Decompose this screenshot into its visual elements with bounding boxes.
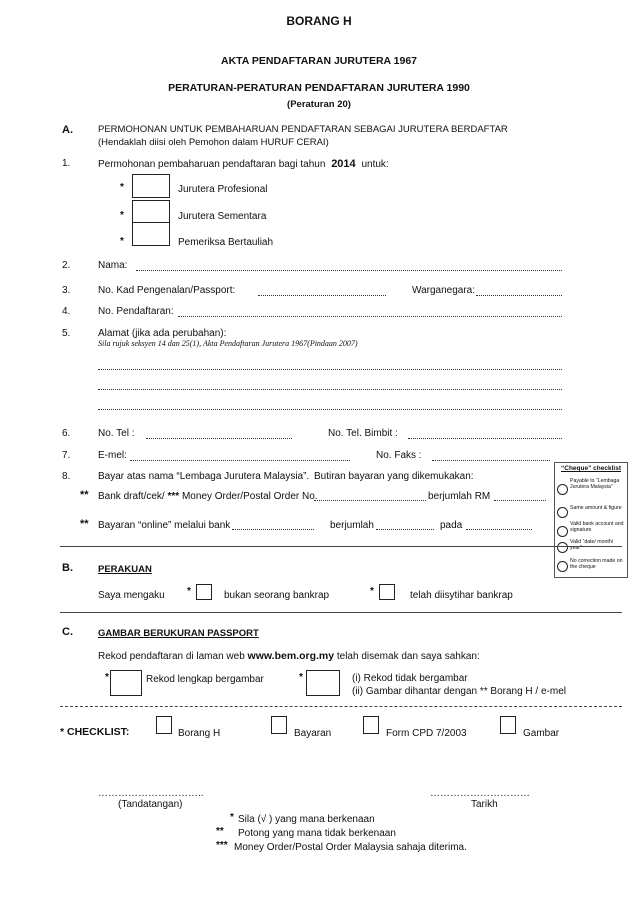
checklist-bayaran-label: Bayaran [294, 728, 332, 739]
option-star: * [105, 672, 109, 683]
fax-label: No. Faks : [376, 450, 422, 461]
ic-passport-field[interactable] [258, 295, 386, 296]
double-star: ** [80, 489, 89, 501]
checklist-form-cpd-box[interactable] [363, 716, 379, 734]
cheque-check-text: No correction made on the cheque [570, 558, 623, 571]
checklist-label: * CHECKLIST: [60, 726, 130, 738]
not-bankrupt-label: bukan seorang bankrap [224, 590, 330, 601]
payment-details-label: Butiran bayaran yang dikemukakan: [314, 471, 474, 482]
online-date-label: pada [440, 520, 463, 531]
cheque-check-text: Payable to “Lembaga Jurutera Malaysia” [570, 478, 620, 491]
website-text-before: Rekod pendaftaran di laman web [98, 651, 245, 662]
checkbox-not-bankrupt[interactable] [196, 584, 212, 600]
item-1-text-before: Permohonan pembaharuan pendaftaran bagi tahun [98, 159, 326, 170]
item-7-number: 7. [62, 450, 71, 461]
checklist-borang-h-box[interactable] [156, 716, 172, 734]
address-note: Sila rujuk seksyen 14 dan 25(1), Akta Pendaftaran Jurutera 1967(Pindaan 2007) [98, 339, 358, 348]
option-jurutera-sementara: Jurutera Sementara [178, 211, 267, 222]
declaration-text: Saya mengaku [98, 590, 165, 601]
online-amount-label: berjumlah [330, 520, 374, 531]
option-star: * [370, 586, 374, 597]
item-3-number: 3. [62, 285, 71, 296]
footnote-2: Potong yang mana tidak berkenaan [238, 828, 396, 839]
amount-rm-field[interactable] [494, 500, 546, 501]
checklist-borang-h-label: Borang H [178, 728, 221, 739]
bank-draft-text: Bank draft/cek/ [98, 491, 165, 502]
bankrupt-label: telah diisytihar bankrap [410, 590, 513, 601]
fax-field[interactable] [432, 460, 550, 461]
checkbox-record-with-photo[interactable] [110, 670, 142, 696]
cheque-check-item[interactable] [557, 558, 627, 580]
signature-line[interactable]: ………………………….. [98, 788, 204, 799]
option-star: * [299, 672, 303, 683]
checkbox-record-without-photo[interactable] [306, 670, 340, 696]
section-b-letter: B. [62, 562, 73, 574]
option-pemeriksa-bertauliah: Pemeriksa Bertauliah [178, 237, 274, 248]
website-link[interactable]: www.bem.org.my [247, 650, 335, 662]
address-line-2[interactable] [98, 389, 562, 390]
online-amount-field[interactable] [376, 529, 434, 530]
footnote-mark: * [230, 812, 234, 823]
mobile-field[interactable] [408, 438, 562, 439]
regulation-title: PERATURAN-PERATURAN PENDAFTARAN JURUTERA 1990 [168, 82, 470, 94]
item-1-text-after: untuk: [361, 159, 389, 170]
form-title: BORANG H [286, 14, 352, 28]
name-label: Nama: [98, 260, 128, 271]
footnote-1: Sila (√ ) yang mana berkenaan [238, 814, 375, 825]
money-order-text: Money Order/Postal Order No. [181, 491, 318, 502]
nationality-label: Warganegara: [412, 285, 475, 296]
address-label: Alamat (jika ada perubahan): [98, 328, 227, 339]
address-line-3[interactable] [98, 409, 562, 410]
email-field[interactable] [130, 460, 350, 461]
signature-label: (Tandatangan) [118, 799, 183, 810]
section-c-letter: C. [62, 626, 73, 638]
item-5-number: 5. [62, 328, 71, 339]
checkbox-jurutera-sementara[interactable] [132, 200, 170, 224]
record-without-photo-label: (i) Rekod tidak bergambar [352, 673, 468, 684]
option-star: * [120, 182, 124, 193]
address-line-1[interactable] [98, 369, 562, 370]
cheque-check-text: Same amount & figure [570, 505, 622, 511]
online-bank-field[interactable] [232, 529, 314, 530]
cheque-check-item[interactable] [557, 478, 627, 504]
option-star: * [120, 236, 124, 247]
date-line[interactable]: ………………………… [430, 788, 530, 799]
tel-label: No. Tel : [98, 428, 135, 439]
cheque-check-text: Valid “date/ month/ year” [570, 539, 614, 552]
cheque-checklist-title: “Cheque” checklist [561, 465, 621, 472]
ic-passport-label: No. Kad Pengenalan/Passport: [98, 285, 236, 296]
option-jurutera-profesional: Jurutera Profesional [178, 184, 268, 195]
option-star: * [187, 586, 191, 597]
check-circle-icon[interactable] [557, 542, 568, 553]
item-2-number: 2. [62, 260, 71, 271]
divider [60, 612, 622, 613]
act-title: AKTA PENDAFTARAN JURUTERA 1967 [220, 55, 418, 67]
item-1-text [98, 158, 389, 170]
money-order-no-field[interactable] [314, 500, 426, 501]
footnote-mark: ** [216, 826, 224, 837]
registration-no-label: No. Pendaftaran: [98, 306, 174, 317]
footnote-3: Money Order/Postal Order Malaysia sahaja diterima. [234, 842, 467, 853]
section-a-note: (Hendaklah diisi oleh Pemohon dalam HURUF CERAI) [98, 137, 329, 148]
cheque-check-text: Valid bank account and signature [570, 521, 624, 534]
section-c-title: GAMBAR BERUKURAN PASSPORT [98, 628, 259, 639]
online-date-field[interactable] [466, 529, 532, 530]
divider [60, 546, 622, 547]
section-b-title: PERAKUAN [98, 564, 152, 575]
option-star: * [120, 210, 124, 221]
checkbox-pemeriksa-bertauliah[interactable] [132, 222, 170, 246]
footnote-mark: *** [216, 840, 228, 851]
photo-sent-label: (ii) Gambar dihantar dengan ** Borang H / e-mel [352, 686, 566, 697]
record-with-photo-label: Rekod lengkap bergambar [146, 674, 264, 685]
check-circle-icon[interactable] [557, 526, 568, 537]
online-payment-label: Bayaran “online” melalui bank [98, 520, 231, 531]
item-8-number: 8. [62, 471, 71, 482]
website-text-after: telah disemak dan saya sahkan: [336, 651, 480, 662]
triple-star: *** [167, 491, 180, 502]
section-a-title: PERMOHONAN UNTUK PEMBAHARUAN PENDAFTARAN SEBAGAI JURUTERA BERDAFTAR [98, 124, 508, 135]
payment-instruction: Bayar atas nama “Lembaga Jurutera Malaysia”. [98, 471, 310, 482]
divider [60, 706, 622, 707]
registration-no-field[interactable] [178, 316, 562, 317]
section-a-letter: A. [62, 124, 73, 136]
name-field[interactable] [136, 270, 562, 271]
check-circle-icon[interactable] [557, 484, 568, 495]
item-4-number: 4. [62, 306, 71, 317]
rule-ref: (Peraturan 20) [287, 99, 351, 110]
bank-draft-label [98, 491, 318, 502]
item-6-number: 6. [62, 428, 71, 439]
checkbox-jurutera-profesional[interactable] [132, 174, 170, 198]
checkbox-bankrupt[interactable] [379, 584, 395, 600]
item-1-number: 1. [62, 158, 71, 169]
cheque-checklist-panel [554, 462, 628, 578]
checklist-gambar-label: Gambar [523, 728, 560, 739]
checklist-bayaran-box[interactable] [271, 716, 287, 734]
nationality-field[interactable] [476, 295, 562, 296]
check-circle-icon[interactable] [557, 561, 568, 572]
mobile-label: No. Tel. Bimbit : [328, 428, 398, 439]
amount-rm-label: berjumlah RM [428, 491, 491, 502]
email-label: E-mel: [98, 450, 127, 461]
check-circle-icon[interactable] [557, 507, 568, 518]
checklist-gambar-box[interactable] [500, 716, 516, 734]
double-star: ** [80, 518, 89, 530]
tel-field[interactable] [146, 438, 292, 439]
date-label: Tarikh [471, 799, 498, 810]
website-check-text [98, 650, 480, 662]
renewal-year: 2014 [331, 158, 356, 170]
checklist-form-cpd-label: Form CPD 7/2003 [386, 728, 467, 739]
